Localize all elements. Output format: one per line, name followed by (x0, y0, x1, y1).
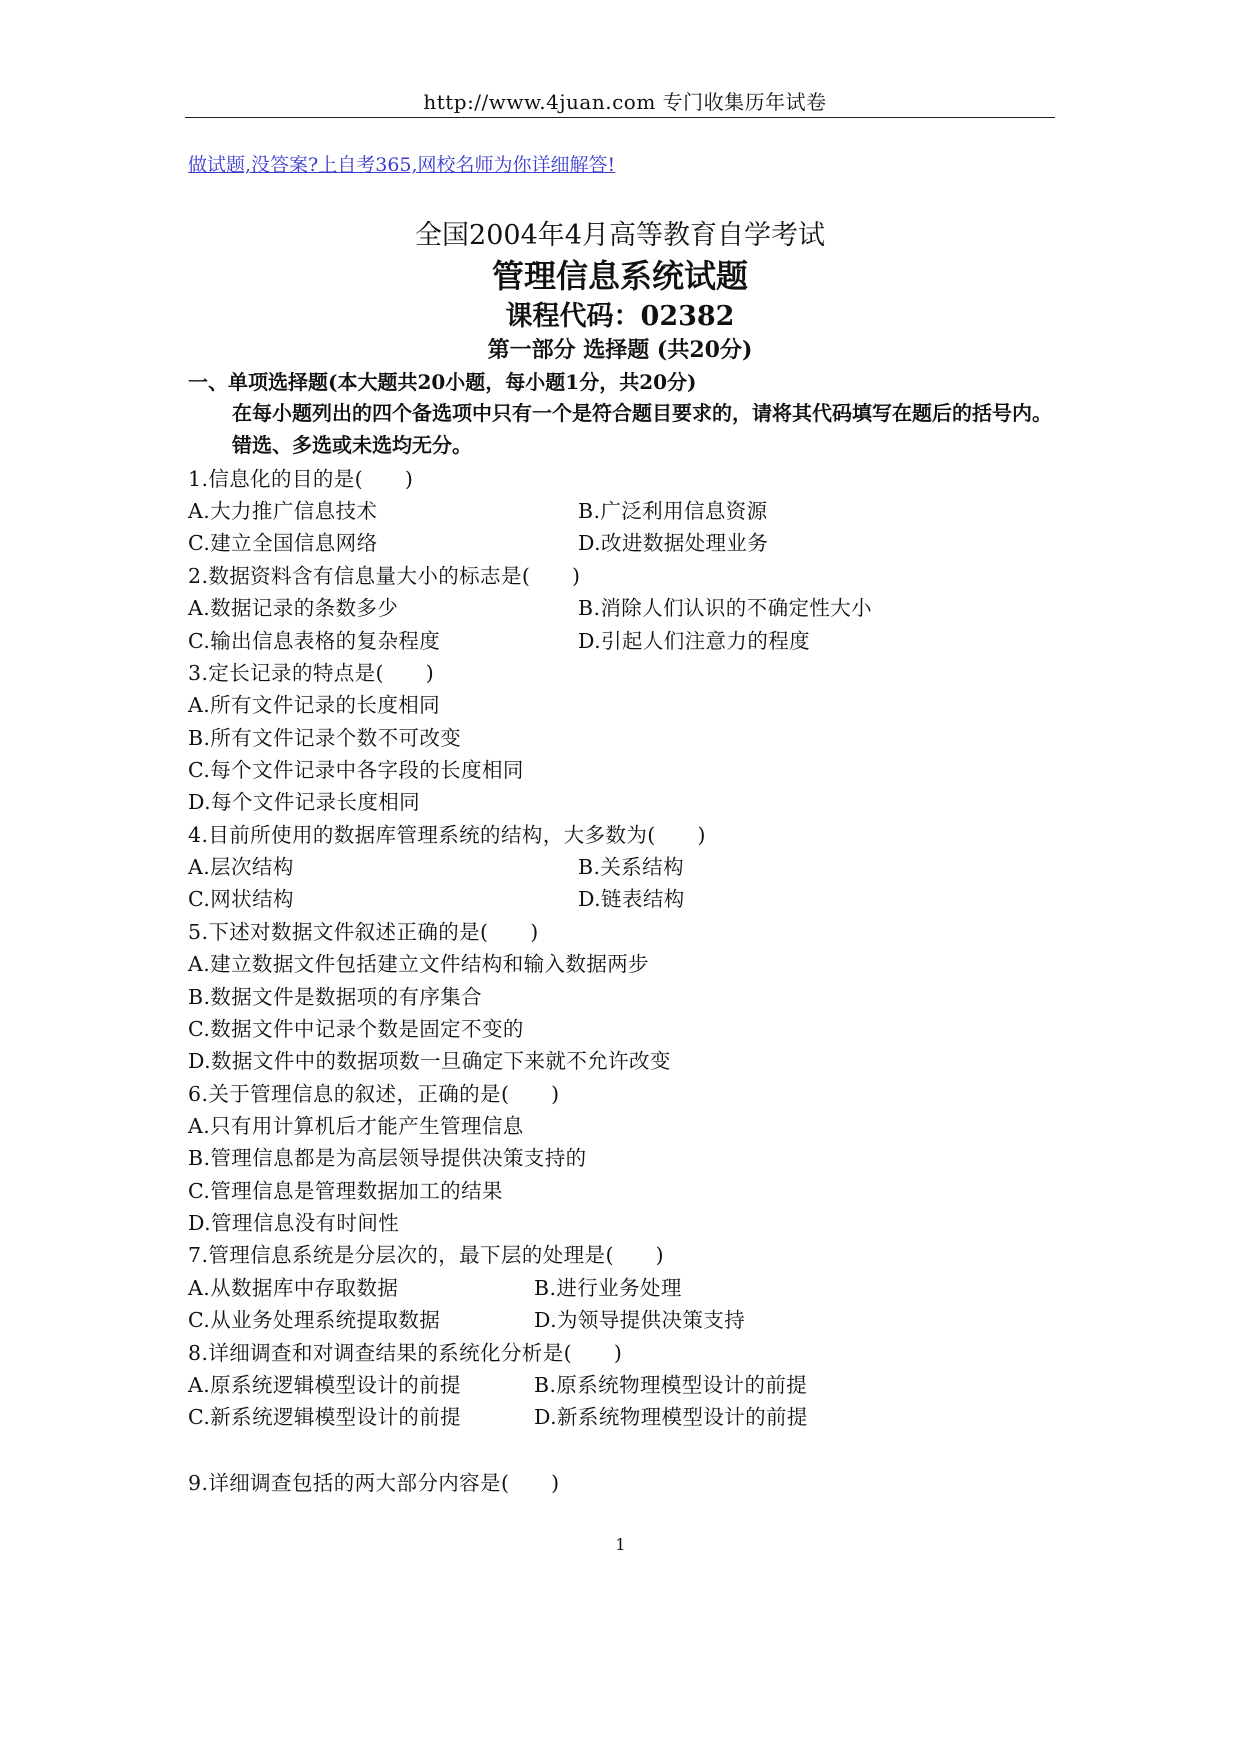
option-d: D.链表结构 (578, 887, 685, 911)
option-a: A.数据记录的条数多少 (188, 596, 399, 620)
part-title: 第一部分 选择题 (共20分) (487, 337, 753, 363)
promo-link[interactable]: 做试题,没答案?上自考365,网校名师为你详细解答! (188, 154, 616, 176)
option-d: D.引起人们注意力的程度 (578, 629, 811, 653)
option-c: C.新系统逻辑模型设计的前提 (188, 1405, 462, 1429)
section-title: 一、单项选择题(本大题共20小题，每小题1分，共20分) (188, 370, 697, 394)
question-stem: 6.关于管理信息的叙述，正确的是( ) (188, 1082, 560, 1106)
option-c: C.每个文件记录中各字段的长度相同 (188, 758, 524, 782)
option-a: A.大力推广信息技术 (188, 499, 378, 523)
option-b: B.关系结构 (578, 855, 684, 879)
question-stem: 4.目前所使用的数据库管理系统的结构，大多数为( ) (188, 823, 706, 847)
option-a: A.层次结构 (188, 855, 294, 879)
option-b: B.进行业务处理 (534, 1276, 682, 1300)
paper-title: 管理信息系统试题 (491, 257, 748, 295)
option-c: C.从业务处理系统提取数据 (188, 1308, 441, 1332)
question-stem: 2.数据资料含有信息量大小的标志是( ) (188, 564, 581, 588)
option-a: A.原系统逻辑模型设计的前提 (188, 1373, 461, 1397)
option-d: D.改进数据处理业务 (578, 531, 769, 555)
option-b: B.所有文件记录个数不可改变 (188, 726, 462, 750)
option-a: A.所有文件记录的长度相同 (188, 693, 441, 717)
option-c: C.网状结构 (188, 887, 294, 911)
question-stem: 1.信息化的目的是( ) (188, 467, 414, 491)
option-d: D.每个文件记录长度相同 (188, 790, 421, 814)
option-c: C.数据文件中记录个数是固定不变的 (188, 1017, 524, 1041)
option-a: A.建立数据文件包括建立文件结构和输入数据两步 (188, 952, 650, 976)
option-c: C.管理信息是管理数据加工的结果 (188, 1179, 503, 1203)
option-a: A.从数据库中存取数据 (188, 1276, 399, 1300)
option-a: A.只有用计算机后才能产生管理信息 (188, 1114, 524, 1138)
course-code: 课程代码：02382 (505, 301, 735, 332)
option-b: B.管理信息都是为高层领导提供决策支持的 (188, 1146, 587, 1170)
option-b: B.数据文件是数据项的有序集合 (188, 985, 483, 1009)
option-d: D.为领导提供决策支持 (534, 1308, 746, 1332)
question-stem: 3.定长记录的特点是( ) (188, 661, 435, 685)
option-d: D.数据文件中的数据项数一旦确定下来就不允许改变 (188, 1049, 671, 1073)
question-stem: 8.详细调查和对调查结果的系统化分析是( ) (188, 1341, 623, 1365)
option-c: C.建立全国信息网络 (188, 531, 378, 555)
section-instruction: 在每小题列出的四个备选项中只有一个是符合题目要求的，请将其代码填写在题后的括号内。错选、多选或未选均无分。 (232, 401, 1052, 457)
option-c: C.输出信息表格的复杂程度 (188, 629, 441, 653)
question-stem: 5.下述对数据文件叙述正确的是( ) (188, 920, 539, 944)
question-stem: 9.详细调查包括的两大部分内容是( ) (188, 1471, 560, 1495)
option-d: D.管理信息没有时间性 (188, 1211, 400, 1235)
option-b: B.消除人们认识的不确定性大小 (578, 596, 873, 620)
page-number: 1 (615, 1535, 626, 1554)
option-b: B.原系统物理模型设计的前提 (534, 1373, 808, 1397)
option-b: B.广泛利用信息资源 (578, 499, 768, 523)
question-stem: 7.管理信息系统是分层次的，最下层的处理是( ) (188, 1243, 665, 1267)
option-d: D.新系统物理模型设计的前提 (534, 1405, 808, 1429)
exam-title: 全国2004年4月高等教育自学考试 (415, 220, 825, 251)
header-divider (185, 117, 1055, 118)
header-site-text: http://www.4juan.com 专门收集历年试卷 (423, 90, 827, 114)
